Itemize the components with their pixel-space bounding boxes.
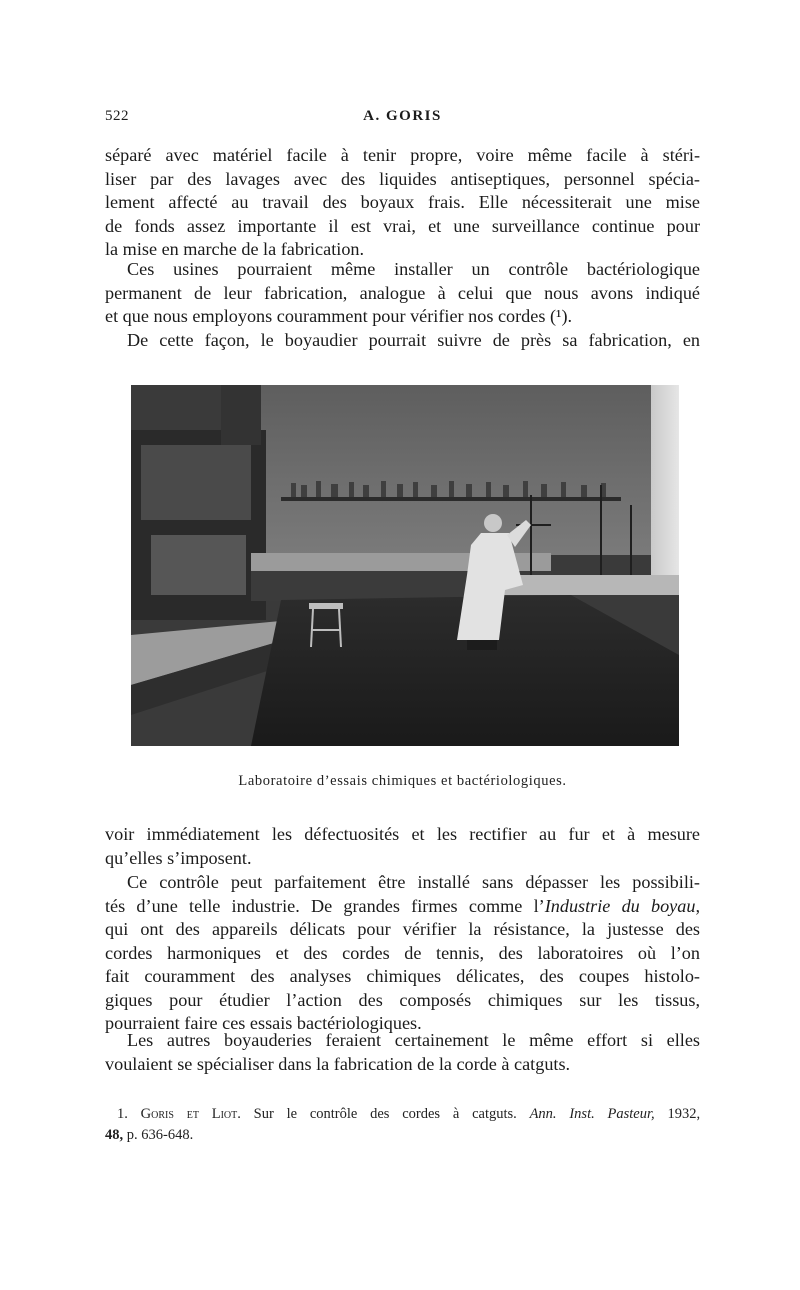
text-line: séparé avec matériel facile à tenir propre, voire même facile à stéri- — [105, 145, 700, 165]
footnote-line — [105, 1104, 700, 1125]
paragraph-5 — [105, 871, 700, 1036]
text-line: et que nous employons couramment pour vérifier nos cordes (¹). — [105, 306, 573, 326]
text-line: voir immédiatement les défectuosités et les rectifier au fur et à mesure — [105, 824, 700, 844]
italic-title: Industrie du boyau, — [544, 895, 700, 916]
text-line: qui ont des appareils délicats pour vérifier la résistance, la justesse des — [105, 919, 700, 939]
text-line: De cette façon, le boyaudier pourrait suivre de près sa fabrication, en — [127, 330, 700, 350]
text-line: de fonds assez importante il est vrai, et une surveillance continue pour — [105, 215, 700, 236]
text-line: giques pour étudier l’action des composés chimiques sur les tissus, — [105, 989, 700, 1010]
text-line: Ce contrôle peut parfaitement être installé sans dépasser les possibili- — [127, 872, 700, 892]
footnote-number: 1. — [117, 1106, 128, 1122]
paragraph-2 — [105, 258, 700, 329]
text-line: la mise en marche de la fabrication. — [105, 239, 365, 259]
text-line: qu’elles s’imposent. — [105, 847, 252, 868]
text-line: Les autres boyauderies feraient certainement le même effort si elles — [127, 1030, 700, 1050]
footnote-journal: Ann. Inst. Pasteur, — [529, 1106, 655, 1122]
text-line — [105, 895, 700, 919]
paragraph-3 — [105, 329, 700, 353]
text-line: voulaient se spécialiser dans la fabrication de la corde à catguts. — [105, 1053, 571, 1074]
text-line: Ces usines pourraient même installer un contrôle bactériologique — [127, 259, 700, 279]
text-line: pourraient faire ces essais bactériologiques. — [105, 1013, 422, 1033]
paragraph-4 — [105, 823, 700, 870]
text-line: fait couramment des analyses chimiques délicates, des coupes histolo- — [105, 966, 700, 986]
page-number: 522 — [105, 108, 129, 124]
footnote — [105, 1104, 700, 1146]
footnote-volume: 48, — [105, 1127, 124, 1143]
text-line: lement affecté au travail des boyaux frais. Elle nécessiterait une mise — [105, 192, 700, 212]
text-line: cordes harmoniques et des cordes de tennis, des laboratoires où l’on — [105, 942, 700, 963]
text-line: permanent de leur fabrication, analogue à celui que nous avons indiqué — [105, 282, 700, 303]
footnote-authors: Goris et Liot. — [140, 1106, 241, 1122]
running-title: A. GORIS — [363, 108, 442, 124]
laboratory-photograph — [131, 385, 679, 746]
running-head — [105, 108, 700, 130]
footnote-year: 1932, — [667, 1106, 701, 1122]
text-fragment: tés d’une telle industrie. De grandes firmes comme l’ — [105, 895, 545, 916]
footnote-text: Sur le contrôle des cordes à catguts. — [253, 1106, 517, 1122]
paragraph-6 — [105, 1029, 700, 1076]
footnote-pages: p. 636-648. — [126, 1127, 194, 1143]
paragraph-1 — [105, 144, 700, 262]
figure-caption: Laboratoire d’essais chimiques et bactériologiques. — [238, 773, 567, 789]
text-line: liser par des lavages avec des liquides antiseptiques, personnel spécia- — [105, 168, 700, 189]
footnote-line — [105, 1125, 700, 1146]
